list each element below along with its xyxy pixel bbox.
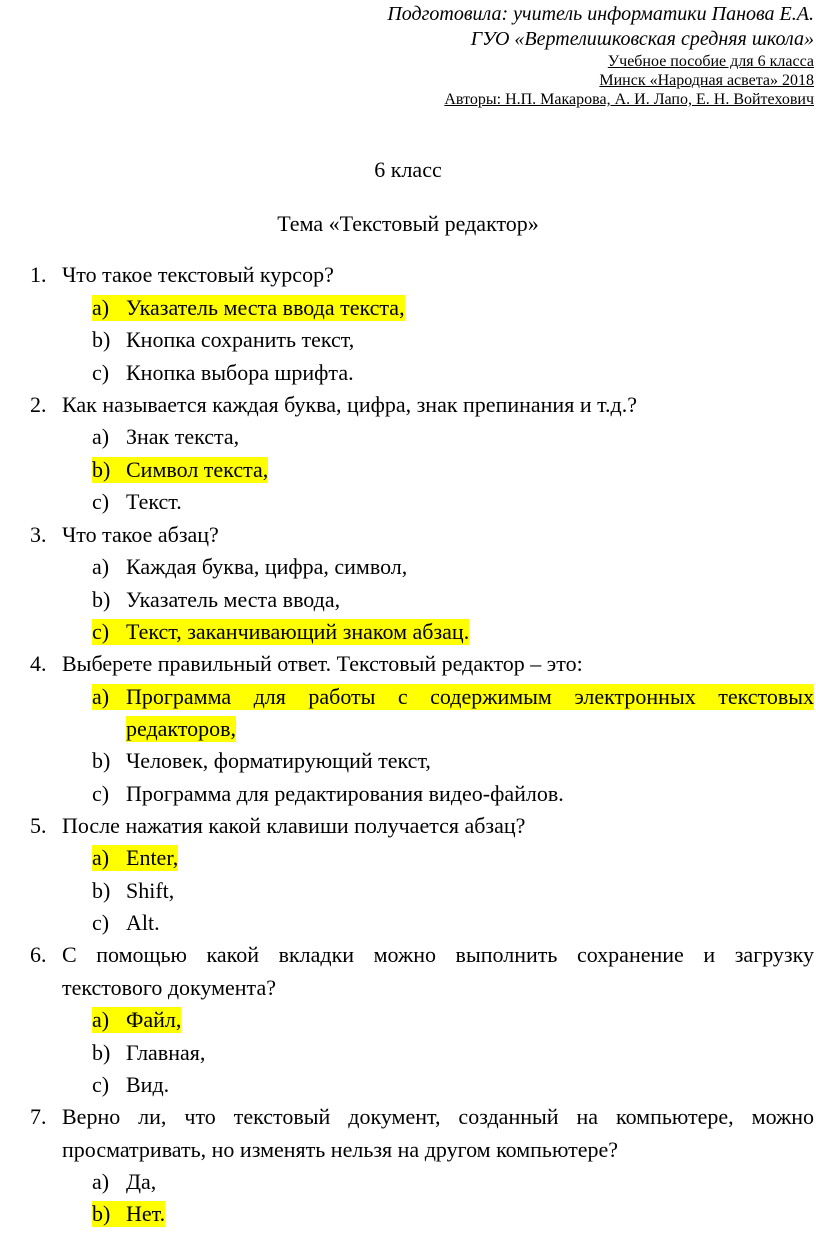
answer-text: Кнопка сохранить текст, xyxy=(126,327,355,352)
answer-text: Shift, xyxy=(126,878,175,903)
answer-text: Программа для редактирования видео-файлов. xyxy=(126,781,564,806)
answer-1a xyxy=(92,295,405,321)
answer-text: Символ текста, xyxy=(126,457,269,482)
question-text: После нажатия какой клавиши получается абзац? xyxy=(62,813,526,838)
answer-text: Указатель места ввода, xyxy=(126,587,341,612)
answer-letter: b) xyxy=(92,748,111,773)
question-6-continued: текстового документа? xyxy=(62,975,276,1000)
question-7 xyxy=(30,1104,814,1130)
question-text: С помощью какой вкладки можно выполнить сохранение и загрузку xyxy=(62,942,814,967)
question-number: 2. xyxy=(30,392,47,417)
textbook-line: Учебное пособие для 6 класса xyxy=(607,53,814,70)
question-number: 3. xyxy=(30,522,47,547)
answer-letter: a) xyxy=(92,1007,110,1032)
answer-3a xyxy=(92,554,407,580)
grade-title: 6 класс xyxy=(374,157,442,182)
answer-5b xyxy=(92,878,174,904)
answer-5c xyxy=(92,910,160,936)
question-4 xyxy=(30,651,583,677)
answer-text: Указатель места ввода текста, xyxy=(126,295,405,320)
question-6 xyxy=(30,942,814,968)
answer-text: Да, xyxy=(126,1169,157,1194)
answer-text: Знак текста, xyxy=(126,424,240,449)
answer-text: Кнопка выбора шрифта. xyxy=(126,360,354,385)
answer-letter: a) xyxy=(92,684,110,709)
question-text: Что такое абзац? xyxy=(62,522,219,547)
answer-text: Каждая буква, цифра, символ, xyxy=(126,554,408,579)
answer-text: Программа для работы с содержимым электронных текстовых xyxy=(126,684,814,709)
school-line: ГУО «Вертелишковская средняя школа» xyxy=(470,28,814,50)
answer-2b xyxy=(92,457,268,483)
question-number: 4. xyxy=(30,651,47,676)
answer-6b xyxy=(92,1040,205,1066)
answer-6c xyxy=(92,1072,169,1098)
question-text: Как называется каждая буква, цифра, знак препинания и т.д.? xyxy=(62,392,638,417)
question-text: Верно ли, что текстовый документ, созданный на компьютере, можно xyxy=(62,1104,814,1129)
authors-line: Авторы: Н.П. Макарова, А. И. Лапо, Е. Н. Войтехович xyxy=(444,91,814,108)
answer-letter: b) xyxy=(92,457,111,482)
question-1 xyxy=(30,262,334,288)
question-2 xyxy=(30,392,637,418)
answer-text: Enter, xyxy=(126,845,179,870)
answer-text: Текст, заканчивающий знаком абзац. xyxy=(126,619,470,644)
question-number: 6. xyxy=(30,942,47,967)
answer-4a xyxy=(92,684,814,710)
answer-4b xyxy=(92,748,431,774)
answer-2c xyxy=(92,489,182,515)
answer-letter: a) xyxy=(92,554,110,579)
question-text: Выберете правильный ответ. Текстовый редактор – это: xyxy=(62,651,583,676)
answer-4a-continued: редакторов, xyxy=(126,716,237,741)
answer-3b xyxy=(92,587,340,613)
author-line: Подготовила: учитель информатики Панова Е.А. xyxy=(387,3,814,25)
answer-letter: b) xyxy=(92,327,111,352)
answer-letter: b) xyxy=(92,878,111,903)
answer-letter: c) xyxy=(92,489,110,514)
question-number: 5. xyxy=(30,813,47,838)
answer-letter: c) xyxy=(92,781,110,806)
question-number: 1. xyxy=(30,262,47,287)
question-3 xyxy=(30,522,219,548)
publisher-line: Минск «Народная асвета» 2018 xyxy=(599,72,814,89)
question-number: 7. xyxy=(30,1104,47,1129)
answer-letter: a) xyxy=(92,845,110,870)
answer-letter: c) xyxy=(92,910,110,935)
answer-3c xyxy=(92,619,469,645)
answer-7b xyxy=(92,1201,165,1227)
answer-letter: c) xyxy=(92,360,110,385)
answer-letter: b) xyxy=(92,1040,111,1065)
answer-letter: b) xyxy=(92,1201,111,1226)
topic-title: Тема «Текстовый редактор» xyxy=(277,211,539,236)
answer-text: Человек, форматирующий текст, xyxy=(126,748,431,773)
answer-letter: b) xyxy=(92,587,111,612)
answer-letter: a) xyxy=(92,424,110,449)
answer-text: Нет. xyxy=(126,1201,166,1226)
answer-text: Главная, xyxy=(126,1040,206,1065)
answer-4c xyxy=(92,781,564,807)
answer-text: Файл, xyxy=(126,1007,182,1032)
question-text: Что такое текстовый курсор? xyxy=(62,262,334,287)
answer-text: Alt. xyxy=(126,910,160,935)
answer-1b xyxy=(92,327,354,353)
document-header xyxy=(387,2,814,109)
question-7-continued: просматривать, но изменять нельзя на другом компьютере? xyxy=(62,1137,619,1162)
answer-6a xyxy=(92,1007,181,1033)
answer-letter: c) xyxy=(92,1072,110,1097)
answer-1c xyxy=(92,360,354,386)
answer-7a xyxy=(92,1169,156,1195)
answer-5a xyxy=(92,845,178,871)
answer-2a xyxy=(92,424,239,450)
question-5 xyxy=(30,813,525,839)
answer-text: Текст. xyxy=(126,489,182,514)
answer-letter: a) xyxy=(92,295,110,320)
answer-letter: a) xyxy=(92,1169,110,1194)
answer-text: Вид. xyxy=(126,1072,170,1097)
answer-letter: c) xyxy=(92,619,110,644)
